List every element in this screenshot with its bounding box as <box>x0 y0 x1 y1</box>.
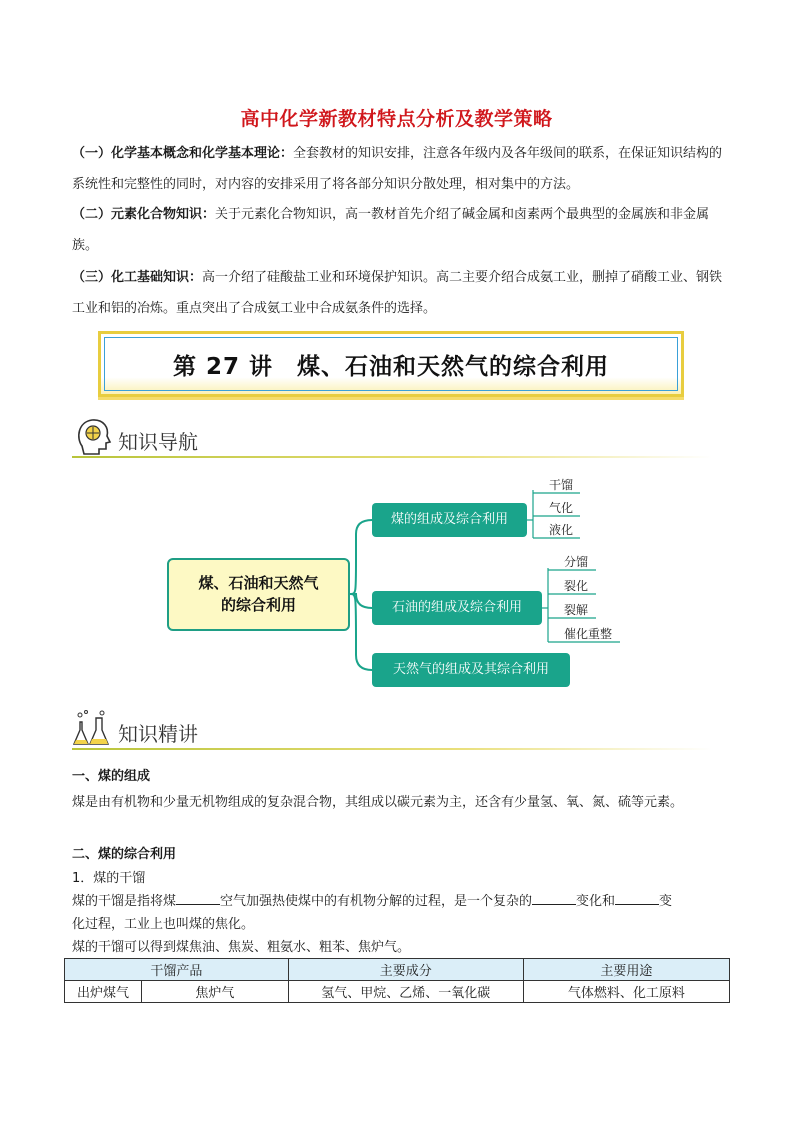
intro-text-1: 全套教材的知识安排，注意各年级内及各年级间的联系，在保证知识结构的系统性和完整性的同时，对内容的安排采用了将各部分知识分散处理，相对集中的方法。 <box>72 146 723 192</box>
section-2-subheading: 1．煤的干馏 <box>72 871 146 886</box>
section-1-heading: 一、煤的组成 <box>72 769 151 784</box>
intro-label-1: （一）化学基本概念和化学基本理论： <box>72 146 294 161</box>
intro-label-3: （三）化工基础知识： <box>72 270 203 285</box>
mindmap-leaf: 催化重整 <box>564 627 613 641</box>
table-cell: 焦炉气 <box>142 981 289 1003</box>
intro-text-3: 高一介绍了硅酸盐工业和环境保护知识。高二主要介绍合成氨工业，删掉了硝酸工业、钢铁工业和铝的冶炼。重点突出了合成氨工业中合成氨条件的选择。 <box>72 270 723 316</box>
mindmap-root-line-2: 的综合利用 <box>220 596 296 614</box>
definition-part-2: 空气加强热使煤中的有机物分解的过程，是一个复杂的 <box>220 894 533 909</box>
flask-icon <box>72 708 112 748</box>
table-header-cell: 主要成分 <box>288 959 523 981</box>
dry-distillation-definition <box>72 890 752 909</box>
lecture-divider <box>72 748 712 750</box>
lecture-heading: 知识精讲 <box>118 722 198 746</box>
table-header-cell: 干馏产品 <box>65 959 289 981</box>
table-header-row <box>65 959 730 981</box>
table-cell: 出炉煤气 <box>65 981 142 1003</box>
table-row <box>65 981 730 1003</box>
section-2-heading: 二、煤的综合利用 <box>72 847 177 862</box>
products-line: 煤的干馏可以得到煤焦油、焦炭、粗氨水、粗苯、焦炉气。 <box>72 940 411 955</box>
definition-part-1: 煤的干馏是指将煤 <box>72 894 177 909</box>
intro-text-2: 关于元素化合物知识，高一教材首先介绍了碱金属和卤素两个最典型的金属族和非金属族。 <box>72 207 710 253</box>
table-cell: 氢气、甲烷、乙烯、一氧化碳 <box>288 981 523 1003</box>
mindmap-node-petroleum: 石油的组成及综合利用 <box>372 591 542 625</box>
nav-heading: 知识导航 <box>118 430 198 454</box>
mindmap-leaf: 干馏 <box>549 478 574 492</box>
banner-title: 第 27 讲 煤、石油和天然气的综合利用 <box>172 354 610 380</box>
definition-part-3: 变化和 <box>576 894 616 909</box>
mindmap-root-line-1: 煤、石油和天然气 <box>198 574 319 592</box>
definition-part-4: 变 <box>659 894 673 909</box>
fill-blank-2[interactable] <box>532 891 576 905</box>
table-header-cell: 主要用途 <box>523 959 729 981</box>
lecture-section-header <box>72 706 712 750</box>
mindmap-leaf: 裂化 <box>564 579 589 593</box>
table-cell: 气体燃料、化工原料 <box>523 981 729 1003</box>
intro-label-2: （二）元素化合物知识： <box>72 207 216 222</box>
mindmap-leaf: 液化 <box>549 523 574 537</box>
document-title: 高中化学新教材特点分析及教学策略 <box>240 108 553 130</box>
mindmap-leaf: 气化 <box>549 501 574 515</box>
mindmap-leaf: 裂解 <box>564 603 589 617</box>
section-1-text: 煤是由有机物和少量无机物组成的复杂混合物，其组成以碳元素为主，还含有少量氢、氧、氮、硫等元素。 <box>72 795 684 810</box>
mindmap-leaf: 分馏 <box>564 555 589 569</box>
mindmap-root <box>167 558 350 631</box>
fill-blank-1[interactable] <box>176 891 220 905</box>
fill-blank-3[interactable] <box>615 891 659 905</box>
definition-line-2: 化过程，工业上也叫煤的焦化。 <box>72 917 255 932</box>
dry-distillation-table <box>64 958 730 1003</box>
mindmap-node-coal: 煤的组成及综合利用 <box>372 503 527 537</box>
mindmap-node-natural-gas: 天然气的组成及其综合利用 <box>372 653 570 687</box>
